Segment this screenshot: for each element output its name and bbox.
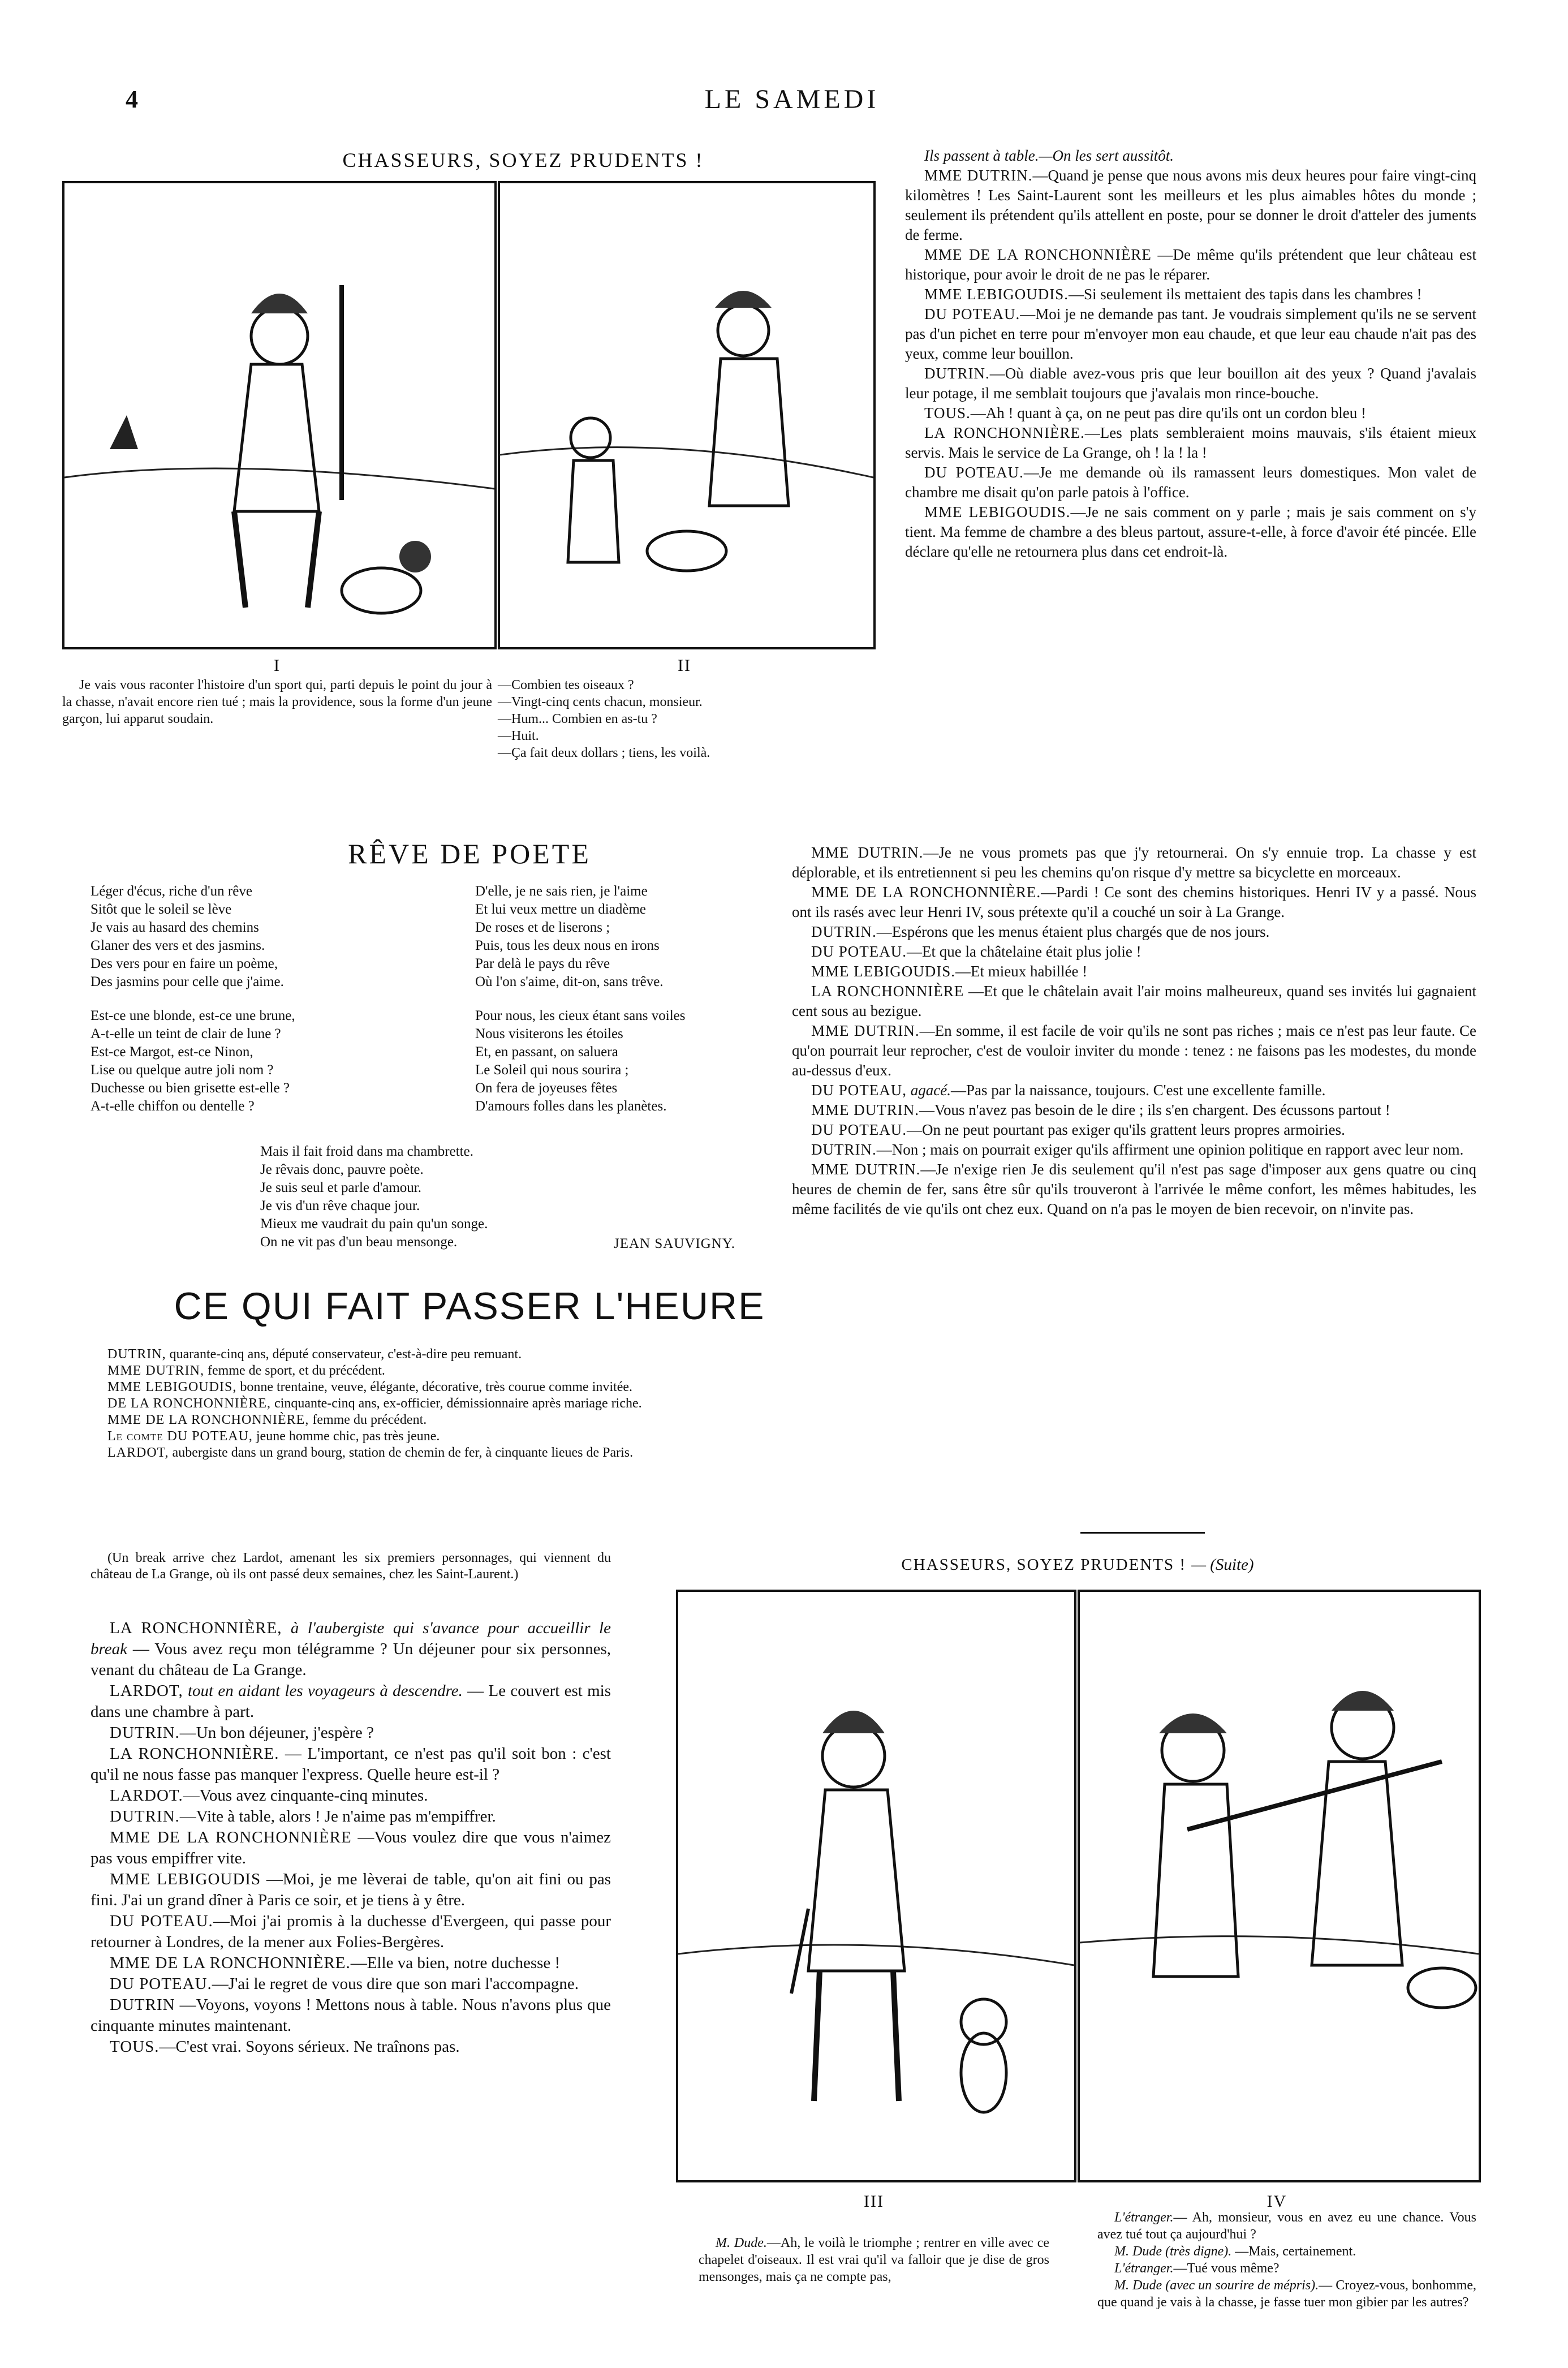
- hunter-buying-birds-illustration: [500, 183, 873, 647]
- dialogue-line: DUTRIN.—Vite à table, alors ! Je n'aime pas m'empiffrer.: [110, 1807, 496, 1825]
- comic2-title: [679, 1556, 1476, 1574]
- poem-line: Par delà le pays du rêve: [475, 956, 610, 971]
- panel3-speaker: M. Dude.: [716, 2236, 767, 2250]
- stage-direction: (Un break arrive chez Lardot, amenant les six premiers personnages, qui viennent du château de La Grange, où ils ont passé deux semaines, chez les Saint-Laurent.): [91, 1551, 611, 1582]
- panel4-line: M. Dude (avec un sourire de mépris).— Croyez-vous, bonhomme, que quand je vais à la chasse, je fasse tuer mon gibier par les autres?: [1097, 2278, 1477, 2310]
- dialogue-line: MME LEBIGOUDIS.—Je ne sais comment on y parle ; mais je sais comment on s'y tient. Ma femme de chambre a des bleus partout, assure-t-elle, à force d'avoir été pincée. Elle déclare qu'elle ne retournera plus dans cet endroit-là.: [905, 503, 1477, 560]
- poem-line: Je suis seul et parle d'amour.: [260, 1180, 421, 1195]
- dude-with-birds-illustration: [678, 1592, 1074, 2180]
- panel2-caption: [498, 677, 871, 761]
- poem-left-column: [91, 882, 295, 1116]
- dialogue-line: MME DE LA RONCHONNIÈRE.—Pardi ! Ce sont des chemins historiques. Henri IV y a passé. Nous ont ils rasés avec leur Henri IV, sous prétexte qu'il a couché un soir à La Grange.: [792, 884, 1476, 920]
- dialogue-line: MME LEBIGOUDIS.—Si seulement ils mettaient des tapis dans les chambres !: [924, 286, 1422, 303]
- cast-name: MME DE LA RONCHONNIÈRE,: [107, 1413, 309, 1427]
- dialogue-line: DU POTEAU, agacé.—Pas par la naissance, toujours. C'est une excellente famille.: [811, 1082, 1326, 1099]
- poem-line: Puis, tous les deux nous en irons: [475, 938, 660, 953]
- comic-panel-4: [1078, 1590, 1481, 2182]
- poem-line: Léger d'écus, riche d'un rêve: [91, 884, 252, 899]
- dialogue-line: DUTRIN.—Espérons que les menus étaient plus chargés que de nos jours.: [811, 923, 1270, 940]
- dialogue-line: MME LEBIGOUDIS —Moi, je me lèverai de table, qu'on ait fini ou pas fini. J'ai un grand dîner à Paris ce soir, et je tiens à y être.: [91, 1870, 611, 1909]
- dialogue-line: DU POTEAU.—Je me demande où ils ramassent leurs domestiques. Mon valet de chambre me disait qu'on parle patois à l'office.: [905, 464, 1476, 501]
- dialogue-line: MME DUTRIN.—Quand je pense que nous avons mis deux heures pour faire vingt-cinq kilomètres ! Les Saint-Laurent sont les meilleurs et les plus aimables hôtes du monde ; seulement ils prétendent qu'ils attellent en poste, pour se donner le droit d'atteler des juments de ferme.: [905, 167, 1477, 243]
- cast-desc: femme du précédent.: [309, 1413, 427, 1427]
- panel2-line: —Combien tes oiseaux ?: [498, 678, 634, 692]
- dialogue-line: MME DUTRIN.—Vous n'avez pas besoin de le dire ; ils s'en chargent. Des écussons partout !: [811, 1101, 1390, 1118]
- play-title: CE QUI FAIT PASSER L'HEURE: [174, 1285, 765, 1328]
- panel4-line: L'étranger.—Tué vous même?: [1114, 2261, 1280, 2276]
- cast-name: MME LEBIGOUDIS,: [107, 1380, 237, 1394]
- panel2-numeral: II: [678, 656, 691, 675]
- panel3-caption: [699, 2234, 1049, 2285]
- panel3-text: —Ah, le voilà le triomphe ; rentrer en ville avec ce chapelet d'oiseaux. Il est vrai qu'il va falloir que je dise de gros mensonges, mais ça ne compte pas,: [699, 2236, 1049, 2284]
- panel4-numeral: IV: [1267, 2192, 1287, 2211]
- dialogue-line: DU POTEAU.—On ne peut pourtant pas exiger qu'ils grattent leurs propres armoiries.: [811, 1121, 1345, 1138]
- poem-line: Mais il fait froid dans ma chambrette.: [260, 1144, 473, 1159]
- col2-stage-direction: Ils passent à table.—On les sert aussitôt.: [924, 147, 1174, 164]
- play-cast-list: [91, 1346, 877, 1461]
- cast-desc: jeune homme chic, pas très jeune.: [252, 1429, 440, 1444]
- poem-line: Duchesse ou bien grisette est-elle ?: [91, 1080, 290, 1096]
- poem-line: Et lui veux mettre un diadème: [475, 902, 646, 917]
- dialogue-line: DUTRIN.—Où diable avez-vous pris que leur bouillon ait des yeux ? Quand j'avalais leur potage, il me semblait toujours que j'avalais mon rince-bouche.: [905, 365, 1476, 402]
- dialogue-line: DU POTEAU.—Et que la châtelaine était plus jolie !: [811, 943, 1141, 960]
- cast-name: Le comte DU POTEAU,: [107, 1429, 253, 1444]
- dialogue-line: MME DUTRIN.—En somme, il est facile de voir qu'ils ne sont pas riches ; mais ce n'est pas leur faute. Ce qu'on pourrait leur reprocher, c'est de vouloir inviter du monde : tenez : ne faisons pas les modestes, du monde au-dessus d'eux.: [792, 1022, 1476, 1079]
- dialogue-line: TOUS.—C'est vrai. Soyons sérieux. Ne traînons pas.: [110, 2038, 460, 2056]
- dialogue-line: MME DE LA RONCHONNIÈRE —De même qu'ils prétendent que leur château est historique, pour avoir le droit de ne pas le réparer.: [905, 246, 1476, 283]
- poem-line: Je rêvais donc, pauvre poète.: [260, 1162, 424, 1177]
- poem-final-stanza: [260, 1143, 488, 1251]
- poem-line: Je vis d'un rêve chaque jour.: [260, 1198, 420, 1213]
- dialogue-line: LARDOT, tout en aidant les voyageurs à descendre. — Le couvert est mis dans une chambre à part.: [91, 1682, 611, 1721]
- cast-name: LARDOT,: [107, 1445, 169, 1460]
- dialogue-line: LA RONCHONNIÈRE —Et que le châtelain avait l'air moins malheureux, quand ses invités lui gagnaient cent sous au bezigue.: [792, 983, 1477, 1019]
- cast-desc: femme de sport, et du précédent.: [204, 1363, 385, 1378]
- poem-title: RÊVE DE POETE: [348, 838, 591, 869]
- cast-desc: aubergiste dans un grand bourg, station de chemin de fer, à cinquante lieues de Paris.: [169, 1445, 634, 1460]
- panel2-line: —Ça fait deux dollars ; tiens, les voilà.: [498, 746, 710, 760]
- poem-right-column: [475, 882, 685, 1116]
- poem-line: D'amours folles dans les planètes.: [475, 1099, 667, 1114]
- panel4-line: L'étranger.— Ah, monsieur, vous en avez eu une chance. Vous avez tué tout ça aujourd'hui ?: [1097, 2210, 1476, 2242]
- hunter-illustration: [64, 183, 494, 647]
- comic2-title-text: CHASSEURS, SOYEZ PRUDENTS !: [901, 1556, 1186, 1574]
- dialogue-line: DU POTEAU.—Moi j'ai promis à la duchesse d'Evergeen, qui passe pour retourner à Londres, de la mener aux Folies-Bergères.: [91, 1912, 611, 1951]
- cast-desc: cinquante-cinq ans, ex-officier, démissionnaire après mariage riche.: [271, 1396, 642, 1411]
- poem-line: On ne vit pas d'un beau mensonge.: [260, 1234, 458, 1250]
- cast-desc: quarante-cinq ans, député conservateur, c'est-à-dire peu remuant.: [166, 1347, 522, 1362]
- dialogue-line: MME DE LA RONCHONNIÈRE —Vous voulez dire que vous n'aimez pas vous empiffrer vite.: [91, 1828, 611, 1867]
- dialogue-line: LARDOT.—Vous avez cinquante-cinq minutes.: [110, 1786, 428, 1805]
- dialogue-line: DU POTEAU.—J'ai le regret de vous dire que son mari l'accompagne.: [110, 1975, 579, 1993]
- panel1-numeral: I: [274, 656, 281, 675]
- poem-line: Et, en passant, on saluera: [475, 1044, 618, 1060]
- dialogue-line: LA RONCHONNIÈRE, à l'aubergiste qui s'avance pour accueillir le break — Vous avez reçu mon télégramme ? Un déjeuner pour six personnes, venant du château de La Grange.: [91, 1619, 611, 1679]
- poem-line: A-t-elle un teint de clair de lune ?: [91, 1026, 281, 1041]
- panel3-numeral: III: [864, 2192, 884, 2211]
- poem-line: Est-ce Margot, est-ce Ninon,: [91, 1044, 253, 1060]
- cast-name: DUTRIN,: [107, 1347, 166, 1362]
- dialogue-line: MME DUTRIN.—Je ne vous promets pas que j'y retournerai. On s'y ennuie trop. La chasse y est déplorable, et ils entretiennent si peu les chemins qu'on risque d'y mettre sa bicyclette en morceaux.: [792, 844, 1476, 881]
- section-divider: [1080, 1532, 1205, 1534]
- poem-line: Pour nous, les cieux étant sans voiles: [475, 1008, 686, 1023]
- play-column-2: [905, 146, 1476, 562]
- dialogue-line: LA RONCHONNIÈRE.—Les plats sembleraient moins mauvais, s'ils étaient mieux servis. Mais le service de La Grange, oh ! la ! la !: [905, 424, 1476, 461]
- stranger-and-dude-illustration: [1080, 1592, 1479, 2180]
- cast-name: DE LA RONCHONNIÈRE,: [107, 1396, 271, 1411]
- dialogue-line: DUTRIN —Voyons, voyons ! Mettons nous à table. Nous n'avons plus que cinquante minutes maintenant.: [91, 1996, 611, 2035]
- poem-author: JEAN SAUVIGNY.: [614, 1236, 735, 1251]
- poem-line: Nous visiterons les étoiles: [475, 1026, 623, 1041]
- poem-line: On fera de joyeuses fêtes: [475, 1080, 618, 1096]
- poem-line: Des vers pour en faire un poème,: [91, 956, 278, 971]
- poem-line: De roses et de liserons ;: [475, 920, 610, 935]
- play-column-wide: [792, 843, 1476, 1219]
- poem-line: Est-ce une blonde, est-ce une brune,: [91, 1008, 295, 1023]
- comic-panel-2: [498, 181, 876, 649]
- poem-line: Où l'on s'aime, dit-on, sans trêve.: [475, 974, 664, 989]
- panel2-line: —Hum... Combien en as-tu ?: [498, 712, 657, 726]
- panel4-caption: [1097, 2209, 1476, 2311]
- play-column-1: [91, 1618, 611, 2057]
- poem-line: Mieux me vaudrait du pain qu'un songe.: [260, 1216, 488, 1232]
- comic-panel-3: [676, 1590, 1076, 2182]
- cast-desc: bonne trentaine, veuve, élégante, décorative, très courue comme invitée.: [236, 1380, 633, 1394]
- poem-line: Je vais au hasard des chemins: [91, 920, 259, 935]
- dialogue-line: MME LEBIGOUDIS.—Et mieux habillée !: [811, 963, 1088, 980]
- panel1-caption: Je vais vous raconter l'histoire d'un sport qui, parti depuis le point du jour à la chasse, n'avait encore rien tué ; mais la providence, sous la forme d'un jeune garçon, lui apparut soudain.: [62, 678, 492, 726]
- dialogue-line: MME DE LA RONCHONNIÈRE.—Elle va bien, notre duchesse !: [110, 1954, 561, 1972]
- cast-name: MME DUTRIN,: [107, 1363, 204, 1378]
- comic-panel-1: [62, 181, 497, 649]
- dialogue-line: DUTRIN.—Non ; mais on pourrait exiger qu'ils affirment une opinion politique en rapport avec leur nom.: [811, 1141, 1464, 1158]
- comic2-title-suffix: — (Suite): [1191, 1556, 1254, 1574]
- page-number: 4: [126, 85, 138, 113]
- panel4-line: M. Dude (très digne). —Mais, certainement.: [1114, 2244, 1356, 2259]
- panel2-line: —Huit.: [498, 729, 539, 743]
- dialogue-line: MME DUTRIN.—Je n'exige rien Je dis seulement qu'il n'est pas sage d'imposer aux gens quatre ou cinq heures de chemin de fer, sans être sûr qu'ils trouveront à l'arrivée le même confort, les mêmes habitudes, les même facilités de vie qu'ils ont chez eux. Quand on n'a pas le moyen de bien recevoir, on n'invite pas.: [792, 1161, 1476, 1217]
- poem-line: A-t-elle chiffon ou dentelle ?: [91, 1099, 255, 1114]
- poem-line: Des jasmins pour celle que j'aime.: [91, 974, 284, 989]
- dialogue-line: DU POTEAU.—Moi je ne demande pas tant. Je voudrais simplement qu'ils ne se servent pas d'un pichet en terre pour m'envoyer mon eau chaude, et que leur eau chaude n'ait pas des yeux, comme leur bouillon.: [905, 305, 1477, 362]
- poem-line: Sitôt que le soleil se lève: [91, 902, 232, 917]
- dialogue-line: LA RONCHONNIÈRE. — L'important, ce n'est pas qu'il soit bon : c'est qu'il ne nous fasse pas manquer l'express. Quelle heure est-il ?: [91, 1745, 611, 1784]
- poem-line: Glaner des vers et des jasmins.: [91, 938, 265, 953]
- poem-line: Le Soleil qui nous sourira ;: [475, 1062, 629, 1078]
- panel2-line: —Vingt-cinq cents chacun, monsieur.: [498, 695, 703, 709]
- comic1-title: CHASSEURS, SOYEZ PRUDENTS !: [342, 149, 704, 171]
- dialogue-line: TOUS.—Ah ! quant à ça, on ne peut pas dire qu'ils ont un cordon bleu !: [924, 404, 1366, 421]
- journal-title: LE SAMEDI: [704, 84, 880, 114]
- poem-line: D'elle, je ne sais rien, je l'aime: [475, 884, 648, 899]
- poem-line: Lise ou quelque autre joli nom ?: [91, 1062, 274, 1078]
- dialogue-line: DUTRIN.—Un bon déjeuner, j'espère ?: [110, 1724, 374, 1742]
